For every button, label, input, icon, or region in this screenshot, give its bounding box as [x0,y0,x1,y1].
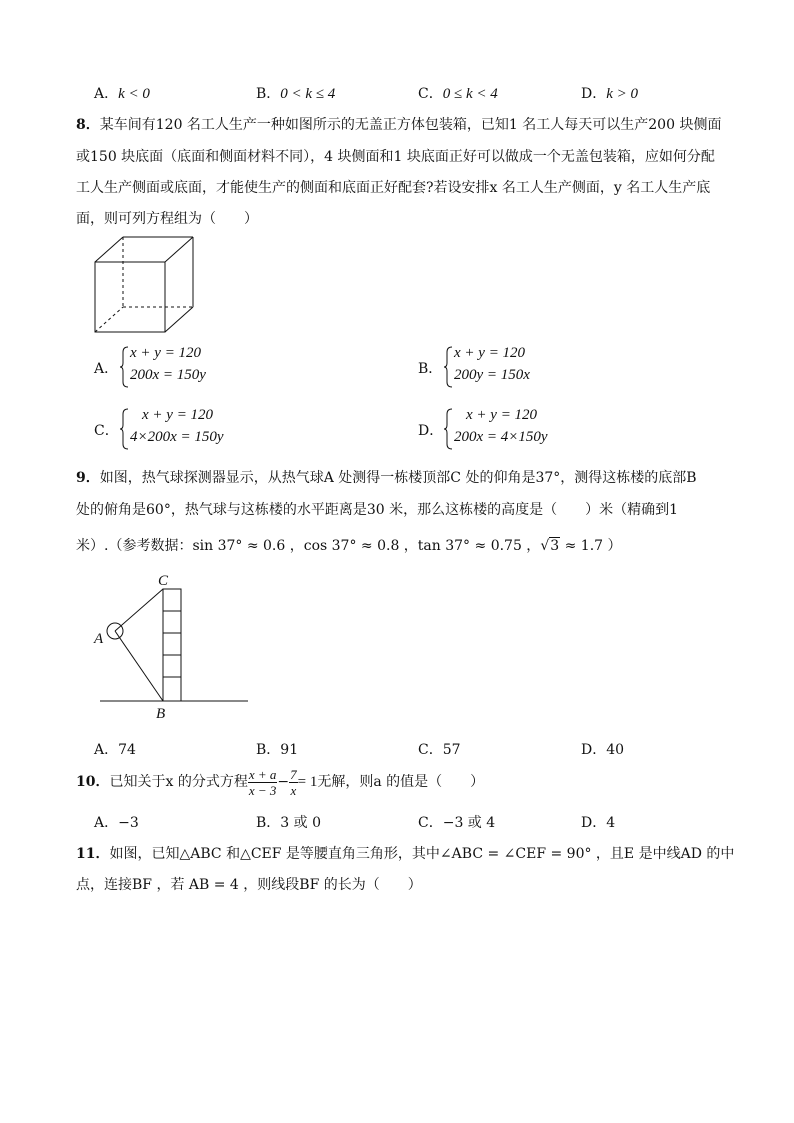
q9-option-d: D．40 [581,742,625,758]
q9-text-line1: 9．如图，热气球探测器显示，从热气球A 处测得一栋楼顶部C 处的仰角是37°，测得这栋楼的底部B [76,470,697,486]
q8-option-b: B． x + y = 120 200y = 150x [418,346,618,390]
q11-number: 11． [76,846,110,862]
q11-text-line1: 11．如图，已知△ABC 和△CEF 是等腰直角三角形，其中∠ABC = ∠CEF = 90° ，且E 是中线AD 的中 [76,846,735,862]
q8-text-line4: 面，则可列方程组为（ ） [76,211,258,227]
q11-text-line2: 点，连接BF ，若 AB = 4 ，则线段BF 的长为（ ） [76,877,422,893]
q10-option-c: C．−3 或 4 [418,815,496,831]
q8-text-line1: 8．某车间有120 名工人生产一种如图所示的无盖正方体包装箱，已知1 名工人每天可以生产200 块侧面 [76,117,722,133]
q9-option-b: B．91 [256,742,299,758]
label-c: C [158,573,169,589]
q8-option-d: D． x + y = 120 200x = 4×150y [418,408,618,452]
q8-option-c: C． x + y = 120 4×200x = 150y [94,408,294,452]
q10-text: 10．已知关于x 的分式方程 $\frac{x + a}{x - 3}$ − $\frac{7}{x}$ = 1无解，则a 的值是（ ） [76,766,485,798]
q10-option-d: D．4 [581,815,616,831]
q10-option-b: B．3 或 0 [256,815,322,831]
q9-option-c: C．57 [418,742,461,758]
q10-option-a: A．−3 [94,815,139,831]
balloon-building-figure [90,570,260,722]
cube-figure [90,232,200,336]
q7-option-a: A．k < 0 [94,86,150,102]
q9-option-a: A．74 [94,742,136,758]
q8-option-a: A． x + y = 120 200x = 150y [94,346,294,390]
q7-option-d: D．k > 0 [581,86,639,102]
q9-number: 9． [76,470,100,486]
q9-text-line2: 处的俯角是60°，热气球与这栋楼的水平距离是30 米，那么这栋楼的高度是（ ）米（精确到1 [76,502,678,518]
q9-text-line3: 米）.（参考数据：sin 37° ≈ 0.6 ，cos 37° ≈ 0.8 ，tan 37° ≈ 0.75 ，√3 ≈ 1.7 ） [76,538,622,554]
fraction-1: $\frac{x + a}{x - 3}$ [248,766,277,798]
q7-option-b: B．0 < k ≤ 4 [256,86,336,102]
q10-number: 10． [76,774,110,790]
q8-text-line3: 工人生产侧面或底面，才能使生产的侧面和底面正好配套?若设安排x 名工人生产侧面，y 名工人生产底 [76,180,711,196]
fraction-2: $\frac{7}{x}$ [290,766,297,798]
label-b: B [156,706,166,722]
q8-number: 8． [76,117,100,133]
q7-option-c: C．0 ≤ k < 4 [418,86,498,102]
q8-text-line2: 或150 块底面（底面和侧面材料不同），4 块侧面和1 块底面正好可以做成一个无盖包装箱，应如何分配 [76,149,715,165]
label-a: A [94,631,104,647]
